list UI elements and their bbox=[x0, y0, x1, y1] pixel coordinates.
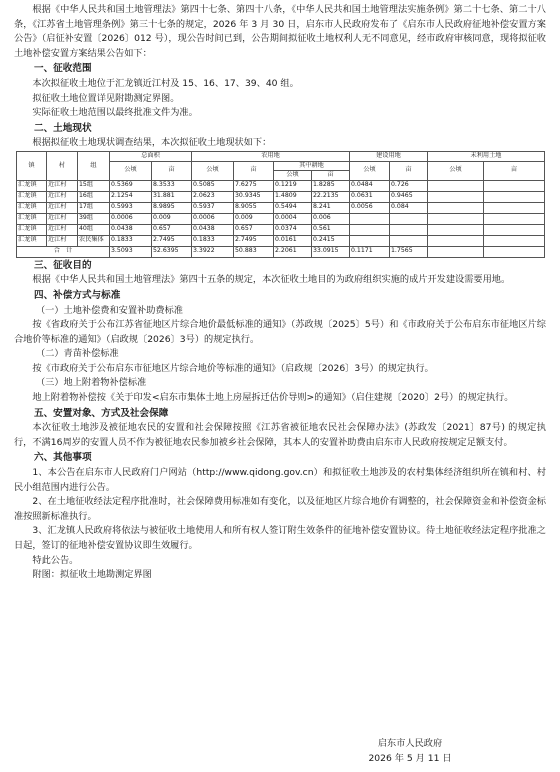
attachment-line: 附图：拟征收土地勘测定界图 bbox=[32, 569, 152, 581]
th-arable-land: 其中耕地 bbox=[274, 161, 350, 171]
table-cell bbox=[484, 213, 545, 224]
table-cell: 0.009 bbox=[152, 213, 192, 224]
table-cell: 0.0438 bbox=[110, 224, 152, 235]
th-unit-mu: 亩 bbox=[312, 171, 350, 181]
section-2-heading: 二、土地现状 bbox=[34, 122, 92, 134]
table-cell bbox=[390, 213, 428, 224]
table-cell: 3.3922 bbox=[192, 246, 234, 257]
table-cell: 1.4809 bbox=[274, 191, 312, 202]
table-cell: 8.9055 bbox=[234, 202, 274, 213]
section-1-p2: 拟征收土地位置详见附勘测定界图。 bbox=[32, 92, 180, 104]
table-cell: 40组 bbox=[78, 224, 110, 235]
table-cell bbox=[390, 235, 428, 246]
land-status-table bbox=[16, 151, 545, 258]
table-cell bbox=[484, 180, 545, 191]
table-cell: 2.0623 bbox=[192, 191, 234, 202]
section-4-heading: 四、补偿方式与标准 bbox=[34, 289, 121, 301]
table-total-row bbox=[17, 246, 545, 257]
section-5-heading: 五、安置对象、方式及社会保障 bbox=[34, 407, 169, 419]
table-cell bbox=[484, 246, 545, 257]
th-unit-mu: 亩 bbox=[484, 161, 545, 180]
section-4-p1: 按《省政府关于公布江苏省征地区片综合地价最低标准的通知》（苏政规〔2025〕5号）和《市政府关于公布启东市征地区片综合地价等标准的通知》（启政规〔2026〕3号）的规定执行。 bbox=[14, 319, 546, 345]
table-cell bbox=[484, 235, 545, 246]
table-cell: 0.1219 bbox=[274, 180, 312, 191]
table-cell: 39组 bbox=[78, 213, 110, 224]
table-cell: 0.5369 bbox=[110, 180, 152, 191]
table-cell bbox=[428, 213, 484, 224]
section-3-p1: 根据《中华人民共和国土地管理法》第四十五条的规定，本次征收土地目的为政府组织实施的成片开发建设需要用地。 bbox=[32, 274, 511, 286]
table-cell: 汇龙镇 bbox=[17, 180, 47, 191]
section-1-heading: 一、征收范围 bbox=[34, 63, 92, 75]
table-cell: 0.0374 bbox=[274, 224, 312, 235]
table-cell: 0.0006 bbox=[192, 213, 234, 224]
table-cell: 0.657 bbox=[234, 224, 274, 235]
section-4-p3: 地上附着物补偿按《关于印发<启东市集体土地上房屋拆迁估价导则>的通知》（启住建规〔2020〕2号）的规定执行。 bbox=[32, 392, 514, 404]
table-cell: 汇龙镇 bbox=[17, 224, 47, 235]
table-cell: 0.0161 bbox=[274, 235, 312, 246]
table-cell: 30.9345 bbox=[234, 191, 274, 202]
table-cell: 2.1254 bbox=[110, 191, 152, 202]
table-cell: 50.883 bbox=[234, 246, 274, 257]
table-row bbox=[17, 213, 545, 224]
th-total-area: 总面积 bbox=[110, 151, 192, 161]
table-cell: 8.3533 bbox=[152, 180, 192, 191]
section-6-p2: 2、在土地征收经法定程序批准时，社会保障费用标准如有变化，以及征地区片综合地价有调整的，社会保障资金和补偿资金标准按照新标准执行。 bbox=[14, 496, 546, 522]
section-4-sub2: （二）青苗补偿标准 bbox=[36, 348, 119, 360]
table-cell: 16组 bbox=[78, 191, 110, 202]
th-unit-ha: 公顷 bbox=[428, 161, 484, 180]
intro-paragraph: 根据《中华人民共和国土地管理法》第四十七条、第四十八条，《中华人民共和国土地管理法实施条例》第二十七条、第二十八条，《江苏省土地管理条例》第三十七条的规定，2026 年 3 月 30 日，启东市人民政府发布了《启东市人民政府征地补偿安置方案公告》（启征补安置〔2026〕012 号），现公告时间已到，公告期间拟征收土地权利人无不同意见，经市政府审核同意，现将拟征收土地补偿安置方案结果公告如下： bbox=[14, 4, 546, 59]
th-village: 村 bbox=[47, 151, 78, 180]
table-row bbox=[17, 191, 545, 202]
table-cell bbox=[428, 180, 484, 191]
th-construction-land: 建设用地 bbox=[350, 151, 428, 161]
table-cell: 0.1833 bbox=[110, 235, 152, 246]
table-cell: 0.0006 bbox=[110, 213, 152, 224]
table-cell: 2.7495 bbox=[152, 235, 192, 246]
table-cell: 0.726 bbox=[390, 180, 428, 191]
table-cell: 0.0631 bbox=[350, 191, 390, 202]
table-cell: 0.1171 bbox=[350, 246, 390, 257]
th-unit-mu: 亩 bbox=[152, 161, 192, 180]
closing-line: 特此公告。 bbox=[32, 554, 79, 566]
th-unit-ha: 公顷 bbox=[350, 161, 390, 180]
table-cell: 汇龙镇 bbox=[17, 235, 47, 246]
th-unit-ha: 公顷 bbox=[274, 171, 312, 181]
table-cell: 汇龙镇 bbox=[17, 202, 47, 213]
table-cell: 0.5993 bbox=[110, 202, 152, 213]
table-cell: 近江村 bbox=[47, 235, 78, 246]
table-cell: 近江村 bbox=[47, 213, 78, 224]
section-3-heading: 三、征收目的 bbox=[34, 259, 92, 271]
signature-org: 启东市人民政府 bbox=[377, 738, 443, 749]
section-4-sub3: （三）地上附着物补偿标准 bbox=[36, 377, 147, 389]
table-row bbox=[17, 235, 545, 246]
table-row bbox=[17, 224, 545, 235]
table-cell: 近江村 bbox=[47, 224, 78, 235]
table-cell: 汇龙镇 bbox=[17, 191, 47, 202]
section-4-p2: 按《市政府关于公布启东市征地区片综合地价等标准的通知》（启政规〔2026〕3号）的规定执行。 bbox=[32, 362, 434, 374]
table-cell: 22.2135 bbox=[312, 191, 350, 202]
section-6-heading: 六、其他事项 bbox=[34, 452, 92, 464]
table-cell: 0.5937 bbox=[192, 202, 234, 213]
table-cell: 近江村 bbox=[47, 191, 78, 202]
table-cell: 52.6395 bbox=[152, 246, 192, 257]
table-total-label: 合 计 bbox=[17, 246, 110, 257]
th-farmland: 农用地 bbox=[192, 151, 350, 161]
table-cell: 0.657 bbox=[152, 224, 192, 235]
table-cell bbox=[428, 235, 484, 246]
table-cell: 8.241 bbox=[312, 202, 350, 213]
table-cell: 7.6275 bbox=[234, 180, 274, 191]
table-cell: 0.0004 bbox=[274, 213, 312, 224]
table-cell: 0.9465 bbox=[390, 191, 428, 202]
table-cell: 1.7565 bbox=[390, 246, 428, 257]
table-cell: 近江村 bbox=[47, 180, 78, 191]
table-cell bbox=[484, 224, 545, 235]
table-cell bbox=[428, 246, 484, 257]
section-1-p1: 本次拟征收土地位于汇龙镇近江村及 15、16、17、39、40 组。 bbox=[32, 77, 299, 89]
table-cell: 0.5085 bbox=[192, 180, 234, 191]
table-cell: 33.0915 bbox=[312, 246, 350, 257]
table-cell: 2.7495 bbox=[234, 235, 274, 246]
th-unit-mu: 亩 bbox=[390, 161, 428, 180]
table-cell: 15组 bbox=[78, 180, 110, 191]
table-cell bbox=[428, 224, 484, 235]
table-cell: 0.0438 bbox=[192, 224, 234, 235]
section-1-p3: 实际征收土地范围以最终批准文件为准。 bbox=[32, 107, 198, 119]
table-cell bbox=[350, 235, 390, 246]
th-unused-land: 未利用土地 bbox=[428, 151, 545, 161]
table-cell bbox=[390, 224, 428, 235]
table-cell bbox=[350, 213, 390, 224]
table-cell: 2.2061 bbox=[274, 246, 312, 257]
table-cell: 8.9895 bbox=[152, 202, 192, 213]
table-row bbox=[17, 180, 545, 191]
table-cell: 0.5494 bbox=[274, 202, 312, 213]
table-cell: 17组 bbox=[78, 202, 110, 213]
section-5-p1: 本次征收土地涉及被征地农民的安置和社会保障按照《江苏省被征地农民社会保障办法》(苏政发〔2021〕87号) 的规定执行，不满16周岁的安置人员不作为被征地农民参加被乡社会保障，其本人的安置补助费由启东市人民政府按规定足额支付。 bbox=[14, 422, 546, 448]
table-cell: 1.8285 bbox=[312, 180, 350, 191]
table-cell: 0.0484 bbox=[350, 180, 390, 191]
table-cell bbox=[484, 191, 545, 202]
table-cell: 0.084 bbox=[390, 202, 428, 213]
table-cell bbox=[350, 224, 390, 235]
table-cell: 0.0056 bbox=[350, 202, 390, 213]
th-group: 组 bbox=[78, 151, 110, 180]
th-unit-ha: 公顷 bbox=[192, 161, 234, 180]
table-cell: 3.5093 bbox=[110, 246, 152, 257]
th-town: 镇 bbox=[17, 151, 47, 180]
table-cell bbox=[484, 202, 545, 213]
section-2-p1: 根据拟征收土地现状调查结果，本次拟征收土地现状如下： bbox=[32, 137, 272, 149]
section-4-sub1: （一）土地补偿费和安置补助费标准 bbox=[36, 304, 183, 316]
th-unit-mu: 亩 bbox=[234, 161, 274, 180]
signature-date: 2026 年 5 月 11 日 bbox=[368, 753, 452, 764]
section-6-p3: 3、汇龙镇人民政府将依法与被征收土地使用人和所有权人签订附生效条件的征地补偿安置协议。待土地征收经法定程序批准之日起，签订的征地补偿安置协议即生效履行。 bbox=[14, 525, 546, 551]
table-cell: 31.881 bbox=[152, 191, 192, 202]
table-cell bbox=[428, 202, 484, 213]
table-cell: 汇龙镇 bbox=[17, 213, 47, 224]
table-cell: 0.2415 bbox=[312, 235, 350, 246]
section-6-p1: 1、本公告在启东市人民政府门户网站（http://www.qidong.gov.cn）和拟征收土地涉及的农村集体经济组织所在镇和村、村民小组范围内进行公告。 bbox=[14, 467, 546, 493]
table-cell: 近江村 bbox=[47, 202, 78, 213]
table-cell: 0.561 bbox=[312, 224, 350, 235]
table-cell: 0.009 bbox=[234, 213, 274, 224]
table-cell: 0.006 bbox=[312, 213, 350, 224]
table-cell: 农民集体 bbox=[78, 235, 110, 246]
table-cell: 0.1833 bbox=[192, 235, 234, 246]
th-unit-ha: 公顷 bbox=[110, 161, 152, 180]
table-cell bbox=[428, 191, 484, 202]
table-row bbox=[17, 202, 545, 213]
